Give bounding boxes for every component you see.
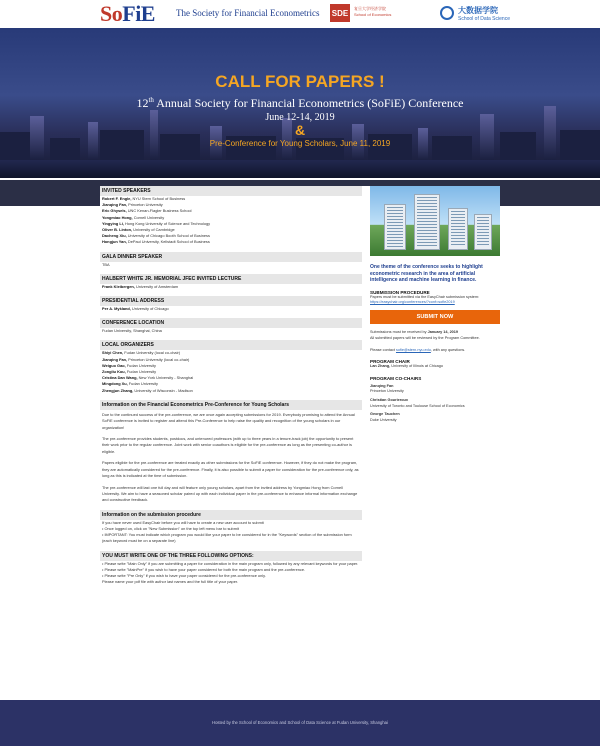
left-column bbox=[100, 186, 362, 585]
location-heading: CONFERENCE LOCATION bbox=[100, 318, 362, 328]
cochair-affiliation: Duke University bbox=[370, 417, 397, 422]
option-line: • Please write "MainPre" if you wish to have your paper considered for both the main program and the pre-conference. bbox=[102, 566, 306, 572]
person-name: Jianqing Fan, bbox=[102, 356, 128, 362]
hero-banner bbox=[0, 28, 600, 178]
halbert-heading: HALBERT WHITE JR. MEMORIAL JFEC INVITED LECTURE bbox=[100, 274, 362, 284]
preconf-paragraph: The pre-conference will last one full day and will feature only young scholars, apart from the invited address by Yongmiao Hong from Cornell University. We aim to have a seasoned scholar paired up with each individual paper in the pre-conference to enhance informal information exchange and constructive feedback. bbox=[102, 484, 358, 503]
options-heading: YOU MUST WRITE ONE OF THE THREE FOLLOWING OPTIONS: bbox=[100, 551, 362, 561]
review-text: All submitted papers will be reviewed by the Program Committee. bbox=[370, 335, 480, 340]
person-name: Hongjun Yan, bbox=[102, 239, 127, 245]
person-name: Oliver B. Linton, bbox=[102, 227, 133, 233]
river-water bbox=[0, 160, 600, 178]
person-name: Yingying Li, bbox=[102, 220, 124, 226]
program-chair-heading: PROGRAM CHAIR bbox=[370, 359, 410, 365]
data-science-en: School of Data Science bbox=[458, 16, 510, 22]
deadline-text: Submissions must be received by January 14, 2019 bbox=[370, 330, 459, 335]
sde-text: 复旦大学经济学院 School of Economics bbox=[354, 6, 392, 17]
procedure-line: • Once logged on, click on "New Submission" on the top left menu bar to submit bbox=[102, 525, 239, 531]
person-name: Dacheng Xiu, bbox=[102, 233, 127, 239]
person-name: Robert F. Engle, bbox=[102, 196, 132, 201]
procedure-line: • IMPORTANT: You must indicate which program you would like your paper to be considered for in the "Keywords" section of the submission form (each keyword must be on a separate line) bbox=[102, 532, 352, 544]
program-chair: Lan Zhang, University of Illinois at Chicago bbox=[370, 364, 444, 369]
person-name: Yongmiao Hong, bbox=[102, 214, 133, 220]
person-affiliation: Fudan University bbox=[125, 362, 156, 368]
person-name: Zhengjun Zhang, bbox=[102, 387, 134, 393]
procedure-line: If you have never used EasyChair before you will have to create a new user account to submit bbox=[102, 519, 264, 525]
footer bbox=[0, 700, 600, 746]
invited-speakers-heading: INVITED SPEAKERS bbox=[100, 186, 362, 196]
submission-text: Papers must be submitted via the EasyChair submission system: bbox=[370, 294, 480, 299]
contact-email-link[interactable]: sofie@stern.nyu.edu bbox=[395, 347, 431, 352]
person-affiliation: University of Cambridge bbox=[132, 227, 175, 233]
person-affiliation: Princeton University (local co-chair) bbox=[127, 356, 190, 362]
organizers-list bbox=[100, 350, 362, 393]
procedure-heading: Information on the submission procedure bbox=[100, 510, 362, 520]
logo-bar bbox=[0, 0, 600, 28]
person-affiliation: University of Chicago Booth School of Business bbox=[126, 233, 210, 239]
person-name: Jianqing Fan, bbox=[102, 202, 128, 208]
halbert-speaker: Frank Kleibergen, University of Amsterdam bbox=[102, 283, 179, 289]
cochair-name: George Tauchen bbox=[370, 412, 400, 417]
person-affiliation: Fudan University (local co-chair) bbox=[123, 350, 181, 356]
program-cochairs-heading: PROGRAM CO-CHAIRS bbox=[370, 375, 422, 381]
submission-heading: SUBMISSION PROCEDURE bbox=[370, 289, 430, 295]
procedure-lines bbox=[100, 520, 362, 545]
conference-date: June 12-14, 2019 bbox=[265, 112, 335, 123]
sofie-logo[interactable] bbox=[100, 1, 155, 27]
cochair-name: Jianqing Fan bbox=[370, 383, 394, 388]
person-name: Shiyi Chen, bbox=[102, 350, 124, 356]
person-affiliation: New York University - Shanghai bbox=[137, 375, 194, 381]
option-line: • Please write "Pre Only" if you wish to have your paper considered for the pre-conference only. bbox=[102, 572, 266, 578]
person-affiliation: Cornell University bbox=[132, 214, 165, 220]
easychair-link[interactable]: https://easychair.org/conferences/?conf=sofie2019 bbox=[370, 300, 455, 305]
person-affiliation: NYU Stern School of Business bbox=[131, 196, 186, 201]
cochair-name: Christian Gourieroux bbox=[370, 397, 408, 402]
data-science-cn: 大数据学院 bbox=[458, 6, 498, 15]
conference-title: 12th Annual Society for Financial Econometrics (SoFiE) Conference bbox=[136, 96, 464, 110]
person-affiliation: Princeton University bbox=[127, 202, 163, 208]
ampersand: & bbox=[294, 122, 306, 138]
person-affiliation: UNC Kenan-Flagler Business School bbox=[126, 208, 192, 214]
cochairs-list bbox=[370, 384, 500, 424]
theme-text: One theme of the conference seeks to highlight econometric research in the area of artificial intelligence and machine learning in finance. bbox=[370, 264, 483, 284]
main-content bbox=[100, 186, 500, 686]
option-line: • Please write "Main Only" if you are submitting a paper for consideration in the main program only, followed by any relevant keywords for your paper. bbox=[102, 560, 359, 566]
preconf-heading: Information on the Financial Econometrics Pre-Conference for Young Scholars bbox=[100, 400, 362, 410]
cochair-affiliation: Princeton University bbox=[370, 389, 404, 394]
preconf-paragraph: The pre-conference provides students, postdocs, and untenured professors (with up to three years in a tenure-track job) the opportunity to present their work prior to the regular conference. Joint work with senior coauthors is eligible for the pre-conference as long as the presenting co-author is eligible. bbox=[102, 436, 354, 454]
contact-text: Please contact sofie@stern.nyu.edu, with any questions. bbox=[370, 347, 466, 352]
sofie-tagline: The Society for Financial Econometrics bbox=[176, 8, 320, 18]
person-name: Eric Ghysels, bbox=[102, 208, 127, 214]
data-science-logo-icon bbox=[440, 6, 454, 20]
invited-speakers-list bbox=[100, 196, 362, 246]
person-name: Cristina Dan Wang, bbox=[102, 375, 138, 381]
option-line: Please name your pdf file with author last names and the full title of your paper. bbox=[102, 579, 239, 585]
footer-text: Hosted by the School of Economics and School of Data Science at Fudan University, Shanghai bbox=[212, 720, 388, 725]
organizers-heading: LOCAL ORGANIZERS bbox=[100, 340, 362, 350]
right-column bbox=[370, 186, 500, 423]
presidential-speaker: Per A. Mykland, University of Chicago bbox=[102, 306, 169, 312]
logo-text-b: FiE bbox=[122, 1, 155, 26]
preconf-paragraph: Due to the continued success of the pre-conference, we are once again accepting submissions for 2019. Everybody promising to attend the Annual SoFiE conference is invited to register and attend this Pre-Conference to help raise the quality and recognition of the young scholars in our organization! bbox=[102, 411, 355, 430]
campus-photo bbox=[370, 186, 500, 256]
cochair-affiliation: University of Toronto and Toulouse School of Economics bbox=[370, 403, 465, 408]
person-name: Zongliu Kou, bbox=[102, 369, 126, 375]
preconf-paragraphs bbox=[100, 410, 362, 504]
gala-text: TBA bbox=[102, 261, 110, 267]
preconf-paragraph: Papers eligible for the pre-conference are treated exactly as other submissions for the SoFiE conference. However, if they do not make the program, they are automatically considered for the pre-conference. Finally, it is also possible to submit a paper for consideration for the pre-conference only, as long as this is indicated at the time of submission. bbox=[102, 460, 359, 479]
submit-now-button[interactable]: SUBMIT NOW bbox=[370, 310, 500, 324]
sde-logo[interactable]: SDE bbox=[330, 4, 350, 22]
person-affiliation: DePaul University, Kellstadt School of Business bbox=[126, 239, 210, 245]
pre-conference-title: Pre-Conference for Young Scholars, June 11, 2019 bbox=[209, 139, 391, 148]
gala-heading: GALA DINNER SPEAKER bbox=[100, 252, 362, 262]
person-affiliation: Hong Kong University of Science and Technology bbox=[123, 220, 211, 226]
person-affiliation: University of Wisconsin - Madison bbox=[133, 387, 193, 393]
person-affiliation: Fudan University bbox=[127, 381, 158, 387]
person-row bbox=[100, 239, 362, 245]
person-row bbox=[100, 388, 362, 394]
person-name: Mingdong Xu, bbox=[102, 381, 128, 387]
location-text: Fudan University, Shanghai, China bbox=[102, 328, 162, 334]
options-lines bbox=[100, 561, 362, 586]
logo-text-a: So bbox=[100, 1, 123, 26]
presidential-heading: PRESIDENTIAL ADDRESS bbox=[100, 296, 362, 306]
call-for-papers-heading: CALL FOR PAPERS ! bbox=[215, 72, 385, 91]
person-name: Weiguo Gao, bbox=[102, 362, 126, 368]
person-affiliation: Fudan University bbox=[125, 369, 157, 375]
